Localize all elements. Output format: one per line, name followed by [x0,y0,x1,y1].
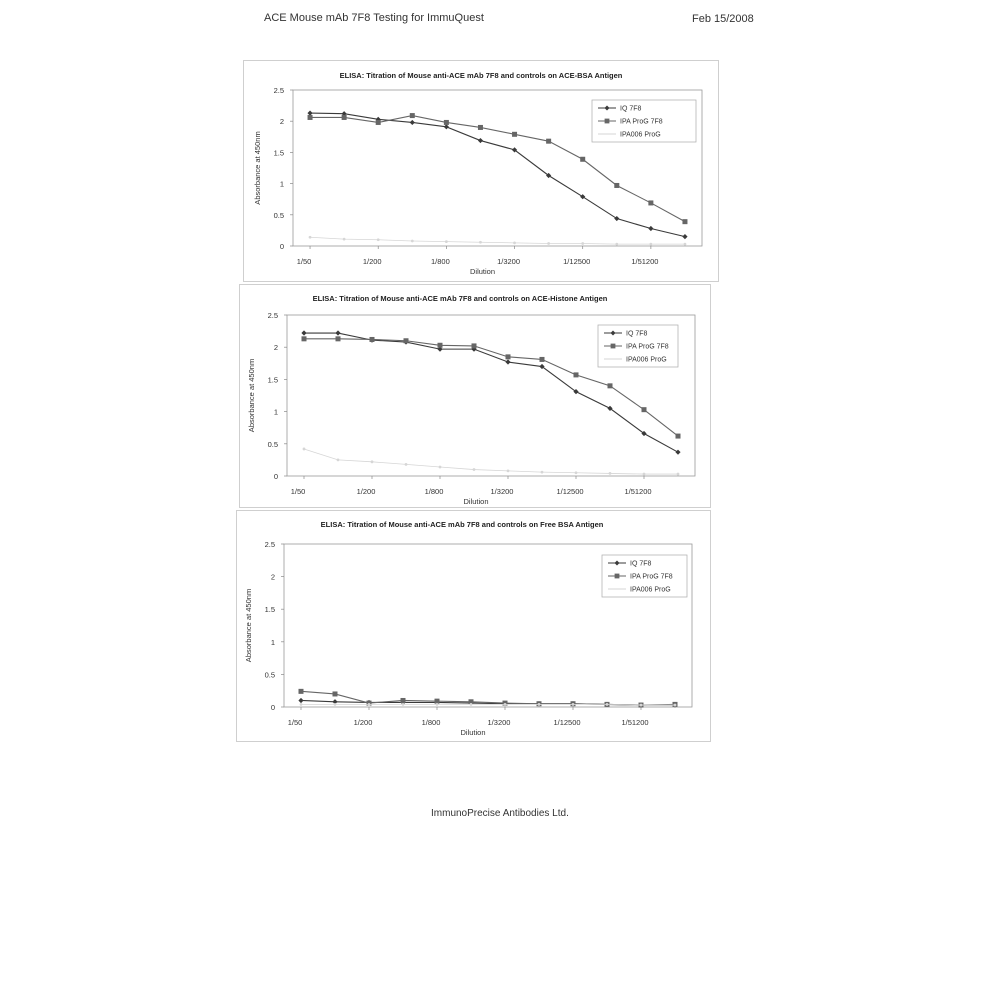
data-point [301,330,306,335]
data-point [684,243,687,246]
data-point [370,337,375,342]
legend-label: IPA006 ProG [630,586,671,594]
data-point [609,472,612,475]
data-point [410,120,415,125]
data-point [371,460,374,463]
chart-panel-free-bsa [236,510,711,742]
data-point [470,703,473,706]
y-tick-label: 2 [273,343,278,353]
y-tick-label: 0 [279,242,284,251]
data-point [507,469,510,472]
data-point [608,383,613,388]
chart-free-bsa [237,511,710,741]
x-axis-label: Dilution [469,267,496,276]
data-point [478,138,483,143]
x-tick-label: 1/12500 [563,257,591,266]
y-tick-label: 1.5 [273,148,284,158]
company-footer: ImmunoPrecise Antibodies Ltd. [431,808,569,819]
data-point [439,466,442,469]
y-tick-label: 0.5 [264,670,275,680]
data-point [640,704,643,707]
data-point [682,219,687,224]
data-point [648,200,653,205]
series-line-2 [301,704,675,705]
y-tick-label: 1 [273,407,278,417]
data-point [580,194,585,199]
x-tick-label: 1/200 [356,487,376,496]
data-point [572,703,575,706]
data-point [303,448,306,451]
data-point [478,125,483,130]
data-point [675,450,680,455]
data-point [337,459,340,462]
data-point [368,703,371,706]
legend-label: IPA006 ProG [626,356,667,364]
y-tick-label: 0 [270,703,275,712]
data-point [402,703,405,706]
data-point [435,699,440,704]
y-tick-label: 1 [279,179,284,189]
legend-label: IQ 7F8 [626,330,648,338]
data-point [574,372,579,377]
legend-label: IPA ProG 7F8 [626,343,669,351]
data-point [677,473,680,476]
y-axis-label: Absorbance at 450nm [247,358,256,433]
y-tick-label: 1.5 [264,605,275,615]
data-point [410,113,415,118]
data-point [302,336,307,341]
data-point [377,238,380,241]
data-point [615,243,618,246]
y-axis-label: Absorbance at 450nm [244,588,253,663]
data-point [581,242,584,245]
data-point [334,703,337,706]
data-point [299,689,304,694]
data-point [575,471,578,474]
data-point [614,183,619,188]
data-point [307,110,312,115]
chart-ace-bsa [244,61,718,281]
data-point [376,120,381,125]
data-point [674,704,677,707]
data-point [540,357,545,362]
data-point [547,242,550,245]
x-tick-label: 1/3200 [497,257,521,266]
series-line-2 [304,449,678,474]
y-tick-label: 2 [270,572,275,582]
x-tick-label: 1/800 [421,718,441,727]
legend-label: IPA ProG 7F8 [620,118,663,126]
data-point [411,240,414,243]
chart-title: ELISA: Titration of Mouse anti-ACE mAb 7F8 and controls on ACE-Histone Antigen [312,294,608,303]
data-point [438,343,443,348]
y-tick-label: 0 [273,472,278,481]
x-tick-label: 1/800 [424,487,444,496]
data-point [642,407,647,412]
x-tick-label: 1/200 [353,718,373,727]
data-point [309,236,312,239]
data-point [404,338,409,343]
data-point [649,243,652,246]
legend-marker [605,119,610,124]
x-tick-label: 1/12500 [553,718,581,727]
data-point [445,240,448,243]
data-point [580,157,585,162]
data-point [506,354,511,359]
legend-label: IQ 7F8 [620,105,642,113]
data-point [648,226,653,231]
chart-ace-histone [240,285,710,507]
legend-marker [615,574,620,579]
data-point [300,703,303,706]
data-point [479,241,482,244]
data-point [676,434,681,439]
y-axis-label: Absorbance at 450nm [253,131,262,205]
data-point [606,703,609,706]
data-point [342,115,347,120]
legend-label: IQ 7F8 [630,560,652,568]
data-point [472,343,477,348]
data-point [298,698,303,703]
document-title: ACE Mouse mAb 7F8 Testing for ImmuQuest [264,12,484,24]
y-tick-label: 1.5 [267,375,278,385]
y-tick-label: 2.5 [273,86,284,95]
data-point [308,115,313,120]
x-axis-label: Dilution [463,497,489,506]
data-point [405,463,408,466]
x-tick-label: 1/50 [290,487,306,496]
data-point [504,703,507,706]
data-point [538,703,541,706]
legend-marker [611,344,616,349]
x-axis-label: Dilution [460,728,486,737]
x-tick-label: 1/50 [287,718,303,727]
x-tick-label: 1/51200 [621,718,649,727]
x-tick-label: 1/51200 [631,257,659,266]
chart-panel-ace-histone [239,284,711,508]
data-point [546,139,551,144]
data-point [333,691,338,696]
x-tick-label: 1/800 [430,257,450,266]
y-tick-label: 2.5 [264,540,275,549]
x-tick-label: 1/3200 [487,718,511,727]
y-tick-label: 0.5 [273,210,284,220]
data-point [513,241,516,244]
x-tick-label: 1/3200 [490,487,514,496]
data-point [444,124,449,129]
data-point [336,336,341,341]
data-point [682,234,687,239]
y-tick-label: 1 [270,637,275,647]
data-point [512,132,517,137]
y-tick-label: 0.5 [267,439,278,449]
data-point [335,330,340,335]
y-tick-label: 2.5 [267,311,278,320]
data-point [343,238,346,241]
data-point [436,703,439,706]
document-date: Feb 15/2008 [692,13,754,25]
x-tick-label: 1/51200 [624,487,652,496]
data-point [505,359,510,364]
series-line-2 [310,237,685,244]
x-tick-label: 1/12500 [556,487,584,496]
chart-title: ELISA: Titration of Mouse anti-ACE mAb 7F8 and controls on Free BSA Antigen [320,520,604,529]
y-tick-label: 2 [279,117,284,127]
legend-label: IPA006 ProG [620,131,661,139]
data-point [444,120,449,125]
chart-panel-ace-bsa [243,60,719,282]
legend-label: IPA ProG 7F8 [630,573,673,581]
data-point [401,698,406,703]
data-point [541,471,544,474]
data-point [643,473,646,476]
x-tick-label: 1/50 [296,257,312,266]
data-point [614,216,619,221]
data-point [473,468,476,471]
x-tick-label: 1/200 [362,257,382,266]
chart-title: ELISA: Titration of Mouse anti-ACE mAb 7F8 and controls on ACE-BSA Antigen [339,71,623,80]
